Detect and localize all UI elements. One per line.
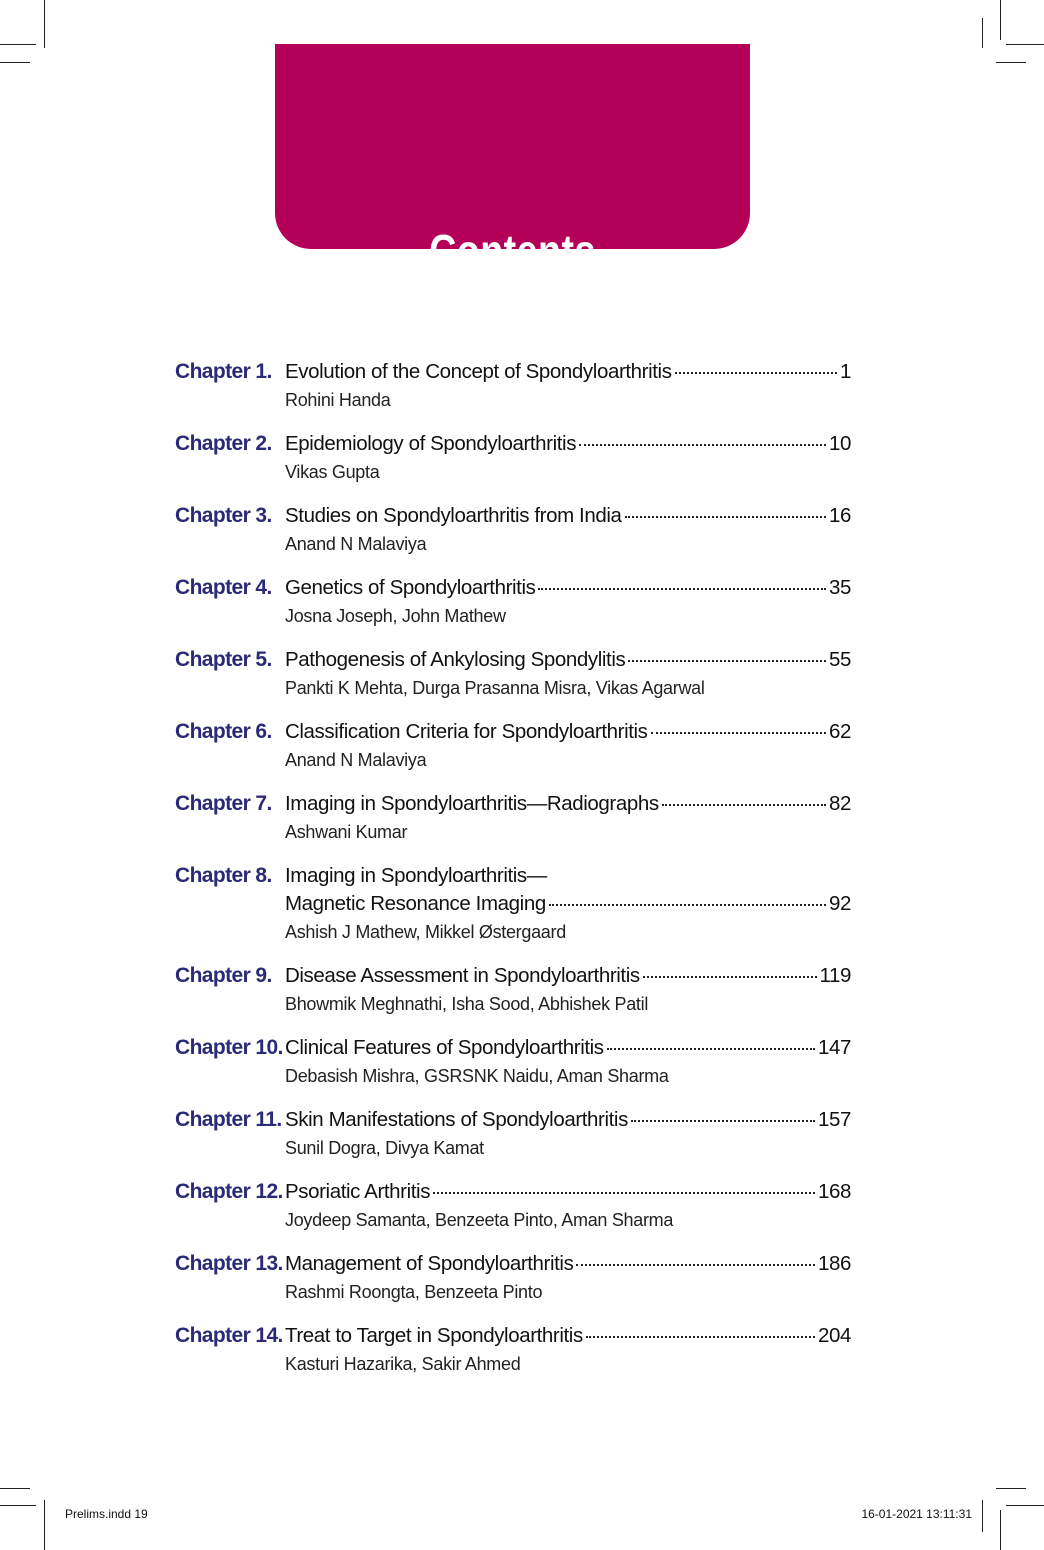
chapter-label: Chapter 9.: [175, 964, 272, 987]
dot-leader: [586, 1336, 815, 1338]
page-number[interactable]: 157: [817, 1108, 851, 1131]
crop-mark: [996, 62, 1026, 63]
title-line: [285, 790, 851, 818]
crop-mark: [1000, 0, 1001, 40]
dot-leader: [675, 372, 837, 374]
toc-entry[interactable]: [175, 646, 851, 702]
chapter-authors: Rohini Handa: [285, 390, 391, 410]
crop-mark: [1006, 1505, 1044, 1506]
entry-body: [285, 1034, 851, 1090]
entry-body: [285, 1322, 851, 1378]
dot-leader: [643, 976, 817, 978]
page-number[interactable]: 62: [828, 720, 851, 743]
toc-entry[interactable]: [175, 1250, 851, 1306]
crop-mark: [0, 1505, 36, 1506]
chapter-label: Chapter 8.: [175, 864, 272, 887]
title-line: [285, 718, 851, 746]
entry-body: [285, 646, 851, 702]
page-number[interactable]: 204: [817, 1324, 851, 1347]
chapter-title[interactable]: Magnetic Resonance Imaging: [285, 892, 546, 915]
entry-body: [285, 962, 851, 1018]
crop-mark: [996, 1488, 1026, 1489]
toc-entry[interactable]: [175, 574, 851, 630]
toc-entry[interactable]: [175, 790, 851, 846]
page-number[interactable]: 82: [828, 792, 851, 815]
title-line: [285, 1034, 851, 1062]
footer-file: Prelims.indd 19: [65, 1507, 148, 1521]
chapter-label: Chapter 1.: [175, 360, 272, 383]
crop-mark: [0, 62, 30, 63]
dot-leader: [625, 516, 826, 518]
dot-leader: [607, 1048, 815, 1050]
toc-entry[interactable]: [175, 862, 851, 946]
crop-mark: [1000, 1510, 1001, 1550]
crop-mark: [982, 1500, 983, 1532]
toc-entry[interactable]: [175, 358, 851, 414]
page-number[interactable]: 186: [817, 1252, 851, 1275]
page-number[interactable]: 1: [839, 360, 851, 383]
table-of-contents: [175, 358, 851, 1394]
footer-timestamp: 16-01-2021 13:11:31: [861, 1507, 972, 1521]
chapter-title[interactable]: Pathogenesis of Ankylosing Spondylitis: [285, 648, 626, 671]
toc-entry[interactable]: [175, 1322, 851, 1378]
chapter-title[interactable]: Imaging in Spondyloarthritis—Radiographs: [285, 792, 659, 815]
chapter-authors: Kasturi Hazarika, Sakir Ahmed: [285, 1354, 521, 1374]
dot-leader: [433, 1192, 815, 1194]
entry-body: [285, 358, 851, 414]
toc-entry[interactable]: [175, 502, 851, 558]
chapter-title[interactable]: Evolution of the Concept of Spondyloarthritis: [285, 360, 672, 383]
page-number[interactable]: 119: [819, 964, 851, 987]
chapter-label: Chapter 14.: [175, 1324, 283, 1347]
chapter-label: Chapter 3.: [175, 504, 272, 527]
entry-body: [285, 574, 851, 630]
entry-body: [285, 1178, 851, 1234]
chapter-title[interactable]: Imaging in Spondyloarthritis—: [285, 864, 547, 887]
toc-entry[interactable]: [175, 430, 851, 486]
title-line: [285, 1250, 851, 1278]
title-line: [285, 962, 851, 990]
toc-entry[interactable]: [175, 718, 851, 774]
title-line: [285, 1178, 851, 1206]
entry-body: [285, 1106, 851, 1162]
crop-mark: [982, 18, 983, 48]
page-number[interactable]: 10: [828, 432, 851, 455]
contents-banner: [275, 44, 750, 277]
toc-entry[interactable]: [175, 962, 851, 1018]
title-line: [285, 1106, 851, 1134]
chapter-authors: Pankti K Mehta, Durga Prasanna Misra, Vikas Agarwal: [285, 678, 705, 698]
entry-body: [285, 430, 851, 486]
dot-leader: [579, 444, 826, 446]
chapter-title[interactable]: Classification Criteria for Spondyloarthritis: [285, 720, 648, 743]
entry-body: [285, 790, 851, 846]
dot-leader: [651, 732, 826, 734]
dot-leader: [631, 1120, 815, 1122]
title-line: [285, 574, 851, 602]
chapter-label: Chapter 7.: [175, 792, 272, 815]
chapter-authors: Vikas Gupta: [285, 462, 380, 482]
dot-leader: [628, 660, 826, 662]
page-title: Contents: [429, 225, 596, 277]
chapter-title[interactable]: Skin Manifestations of Spondyloarthritis: [285, 1108, 628, 1131]
entry-body: [285, 1250, 851, 1306]
chapter-authors: Ashish J Mathew, Mikkel Østergaard: [285, 922, 566, 942]
toc-entry[interactable]: [175, 1178, 851, 1234]
dot-leader: [549, 904, 826, 906]
title-line: [285, 646, 851, 674]
title-line: [285, 862, 851, 890]
chapter-title[interactable]: Management of Spondyloarthritis: [285, 1252, 574, 1275]
chapter-authors: Ashwani Kumar: [285, 822, 408, 842]
chapter-label: Chapter 12.: [175, 1180, 283, 1203]
chapter-label: Chapter 2.: [175, 432, 272, 455]
chapter-authors: Anand N Malaviya: [285, 750, 427, 770]
chapter-title[interactable]: Treat to Target in Spondyloarthritis: [285, 1324, 583, 1347]
entry-body: [285, 862, 851, 946]
chapter-title[interactable]: Epidemiology of Spondyloarthritis: [285, 432, 577, 455]
dot-leader: [538, 588, 826, 590]
page-number[interactable]: 92: [828, 892, 851, 915]
chapter-authors: Debasish Mishra, GSRSNK Naidu, Aman Sharma: [285, 1066, 669, 1086]
title-line: [285, 890, 851, 918]
entry-body: [285, 502, 851, 558]
chapter-label: Chapter 4.: [175, 576, 272, 599]
toc-entry[interactable]: [175, 1106, 851, 1162]
chapter-authors: Sunil Dogra, Divya Kamat: [285, 1138, 484, 1158]
chapter-authors: Josna Joseph, John Mathew: [285, 606, 506, 626]
chapter-label: Chapter 6.: [175, 720, 272, 743]
toc-entry[interactable]: [175, 1034, 851, 1090]
chapter-authors: Bhowmik Meghnathi, Isha Sood, Abhishek Patil: [285, 994, 649, 1014]
page-number[interactable]: 168: [817, 1180, 851, 1203]
crop-mark: [0, 44, 36, 45]
chapter-label: Chapter 13.: [175, 1252, 283, 1275]
page-number[interactable]: 147: [817, 1036, 851, 1059]
chapter-label: Chapter 5.: [175, 648, 272, 671]
chapter-authors: Rashmi Roongta, Benzeeta Pinto: [285, 1282, 543, 1302]
chapter-title[interactable]: Studies on Spondyloarthritis from India: [285, 504, 622, 527]
chapter-label: Chapter 11.: [175, 1108, 282, 1131]
title-line: [285, 430, 851, 458]
dot-leader: [662, 804, 826, 806]
title-line: [285, 502, 851, 530]
chapter-label: Chapter 10.: [175, 1036, 283, 1059]
title-line: [285, 358, 851, 386]
chapter-title[interactable]: Psoriatic Arthritis: [285, 1180, 431, 1203]
title-line: [285, 1322, 851, 1350]
crop-mark: [44, 1500, 45, 1550]
chapter-title[interactable]: Disease Assessment in Spondyloarthritis: [285, 964, 640, 987]
chapter-title[interactable]: Genetics of Spondyloarthritis: [285, 576, 536, 599]
dot-leader: [576, 1264, 815, 1266]
chapter-authors: Anand N Malaviya: [285, 534, 427, 554]
page-number[interactable]: 35: [828, 576, 851, 599]
page-number[interactable]: 16: [828, 504, 851, 527]
page-number[interactable]: 55: [828, 648, 851, 671]
crop-mark: [0, 1488, 30, 1489]
entry-body: [285, 718, 851, 774]
crop-mark: [1006, 44, 1044, 45]
crop-mark: [44, 0, 45, 48]
chapter-title[interactable]: Clinical Features of Spondyloarthritis: [285, 1036, 604, 1059]
chapter-authors: Joydeep Samanta, Benzeeta Pinto, Aman Sharma: [285, 1210, 674, 1230]
